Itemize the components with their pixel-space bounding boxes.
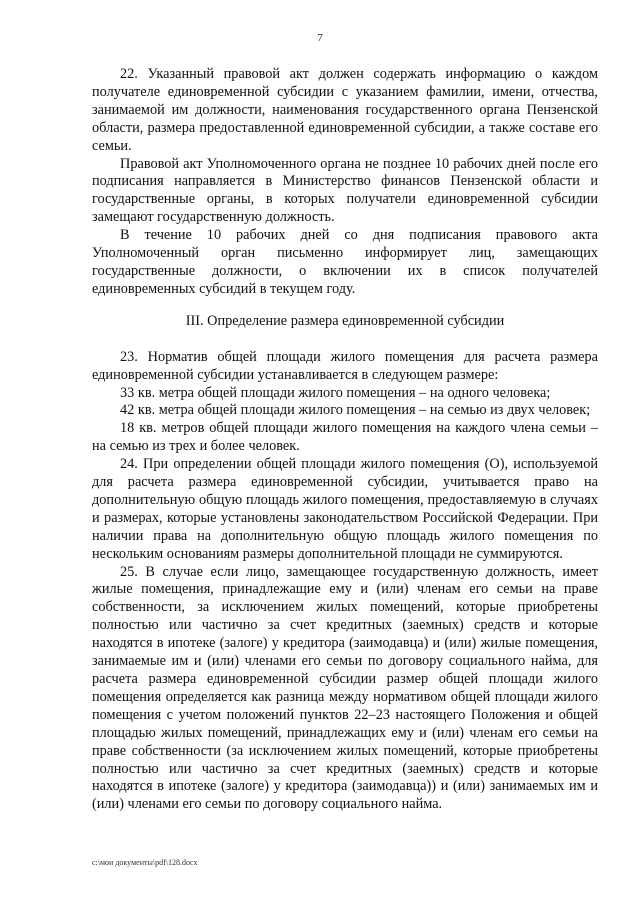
paragraph-24: 24. При определении общей площади жилого помещения (О), используемой для расчета размера единовременной субсидии, учитывается право на дополнительную общую площадь жилого помещения, предоставляемую в случаях и размерах, которые установлены законодательством Российской Федерации. При наличии права на дополнительную общую площадь жилого помещения по нескольким основаниям размеры дополнительной площади не суммируются. <box>92 456 598 562</box>
paragraph-notification: В течение 10 рабочих дней со дня подписания правового акта Уполномоченный орган письменно информирует лиц, замещающих государственные должности, о включении их в список получателей единовременных субсидий в текущем году. <box>92 227 598 297</box>
norm-three-plus: 18 кв. метров общей площади жилого помещения на каждого члена семьи – на семью из трех и более человек. <box>92 420 598 455</box>
page-number: 7 <box>317 32 323 44</box>
paragraph-legal-act-sending: Правовой акт Уполномоченного органа не позднее 10 рабочих дней после его подписания направляется в Министерство финансов Пензенской области и государственные органы, в которых получатели единовременной субсидии замещают государственную должность. <box>92 155 598 226</box>
norm-two-persons: 42 кв. метра общей площади жилого помещения – на семью из двух человек; <box>120 402 591 419</box>
paragraph-23: 23. Норматив общей площади жилого помещения для расчета размера единовременной субсидии устанавливается в следующем размере: <box>92 348 598 383</box>
paragraph-25: 25. В случае если лицо, замещающее государственную должность, имеет жилые помещения, принадлежащие ему и (или) членам его семьи на праве собственности, за исключением жилых помещений, которые приобретены полностью или частично за счет кредитных (заемных) средств и которые находятся в ипотеке (залоге) у кредитора (заимодавца) и (или) жилые помещения, занимаемые им и (или) членами его семьи по договору социального найма, для расчета размера единовременной субсидии размер общей площади жилого помещения определяется как разница между нормативом общей площади жилого помещения с учетом положений пунктов 22–23 настоящего Положения и общей площадью жилых помещений, принадлежащих ему и (или) членам его семьи на праве собственности (за исключением жилых помещений, которые приобретены полностью или частично за счет кредитных (заемных) средств и которые находятся в ипотеке (залоге) у кредитора (заимодавца)) и (или) занимаемых им и (или) членами его семьи по договору социального найма. <box>92 563 598 813</box>
paragraph-22: 22. Указанный правовой акт должен содержать информацию о каждом получателе единовременной субсидии с указанием фамилии, имени, отчества, занимаемой им должности, наименования государственного органа Пензенской области, размера предоставленной единовременной субсидии, а также составе его семьи. <box>92 66 598 154</box>
section-heading: III. Определение размера единовременной субсидии <box>185 312 505 329</box>
footer-file-path: c:\мои документы\pdf\128.docx <box>92 858 198 867</box>
document-body <box>92 66 598 814</box>
norm-one-person: 33 кв. метра общей площади жилого помещения – на одного человека; <box>120 384 551 401</box>
